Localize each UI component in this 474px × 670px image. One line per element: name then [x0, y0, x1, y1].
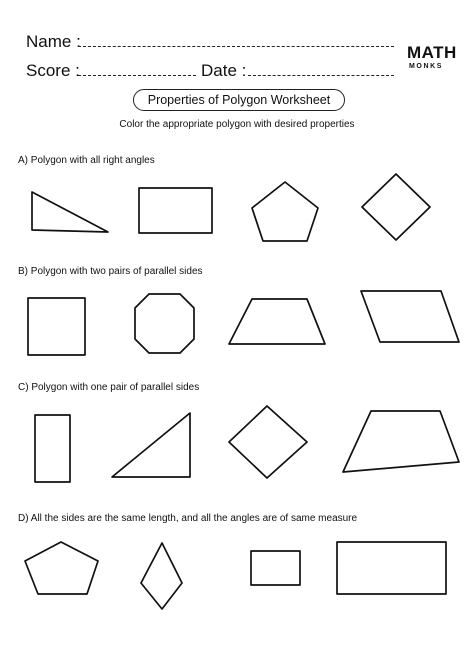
logo-wordmark: MATH [407, 43, 457, 62]
right-triangle-shape[interactable] [32, 192, 108, 232]
score-label: Score : [26, 61, 80, 80]
date-label: Date : [201, 61, 247, 80]
parallelogram-shape[interactable] [361, 291, 459, 342]
worksheet-instruction: Color the appropriate polygon with desired properties [119, 119, 355, 130]
question-c-label: C) Polygon with one pair of parallel sides [18, 382, 200, 393]
name-label: Name : [26, 32, 81, 51]
question-a-label: A) Polygon with all right angles [18, 155, 155, 166]
rectangle-shape[interactable] [337, 542, 446, 594]
small-rectangle-shape[interactable] [251, 551, 300, 585]
kite-shape[interactable] [141, 543, 182, 609]
pentagon-shape[interactable] [25, 542, 98, 594]
trapezoid-shape[interactable] [229, 299, 325, 344]
square-shape[interactable] [28, 298, 85, 355]
question-b-label: B) Polygon with two pairs of parallel sides [18, 266, 203, 277]
rhombus-square-shape[interactable] [362, 174, 430, 240]
logo-subtext: MONKS [409, 63, 444, 70]
octagon-shape[interactable] [135, 294, 194, 353]
rhombus-shape[interactable] [229, 406, 307, 478]
right-triangle-shape[interactable] [112, 413, 190, 477]
worksheet-title: Properties of Polygon Worksheet [133, 89, 345, 111]
tall-rectangle-shape[interactable] [35, 415, 70, 482]
trapezoid-shape[interactable] [343, 411, 459, 472]
rectangle-shape[interactable] [139, 188, 212, 233]
pentagon-shape[interactable] [252, 182, 318, 241]
question-d-label: D) All the sides are the same length, and all the angles are of same measure [18, 513, 358, 524]
